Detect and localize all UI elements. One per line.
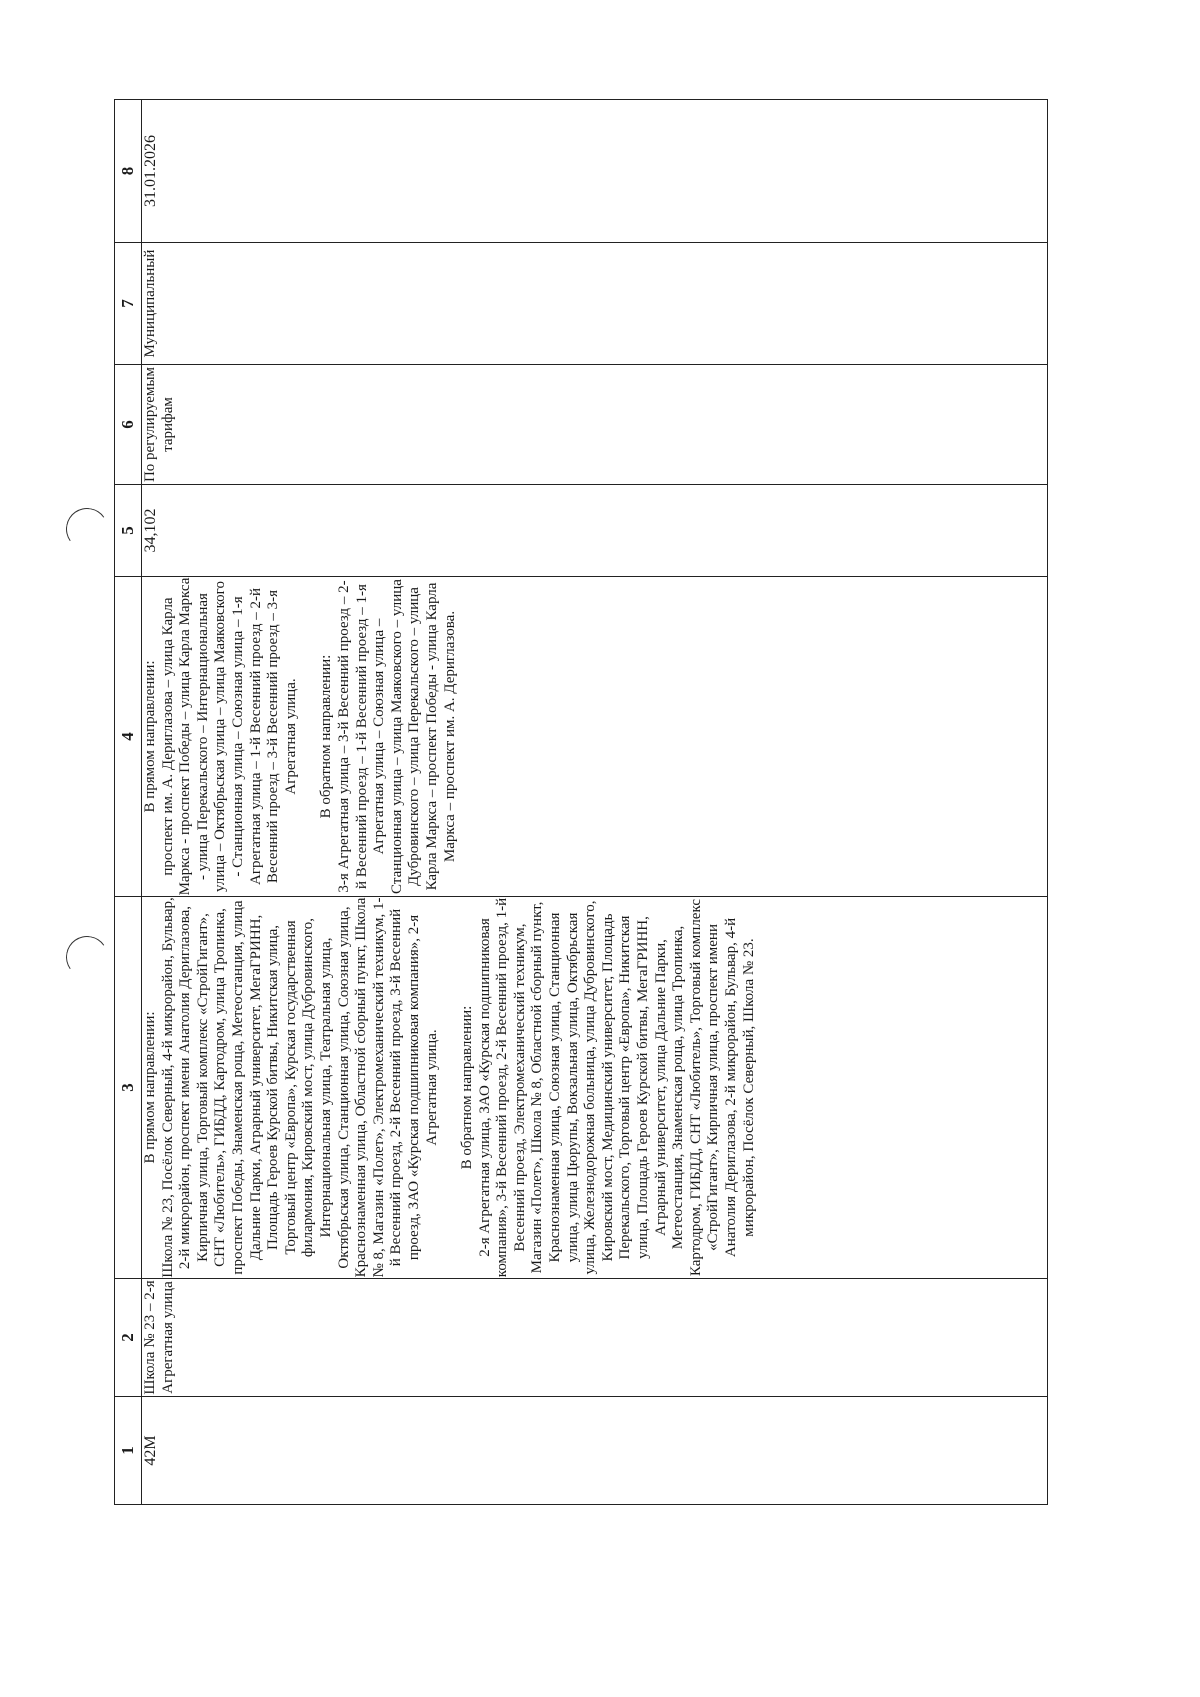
stops-forward-title: В прямом направлении: [142,1011,158,1164]
tariff-cell [142,365,1048,485]
column-header-6: 6 [115,365,142,485]
column-header-1: 1 [115,1397,142,1505]
streets-forward-text: проспект им. А. Дериглазова – улица Карла Маркса - проспект Победы – улица Карла Маркса - улица Перекальского – Интернациональная улица – Октябрьская улица – улица Маяковского - Станционная улица – Союзная улица – 1-я Агрегатная улица – 1-й Весенний проезд – 2-й Весенний проезд – 3-й Весенний проезд – 3-я Агрегатная улица. [159,577,299,896]
stops-reverse-title: В обратном направлении: [459,1005,476,1170]
route-name-cell [142,1279,1048,1397]
route-date: 31.01.2026 [142,135,159,207]
stops-cell [142,897,1048,1279]
route-name: Школа № 23 – 2-я Агрегатная улица [142,1280,176,1395]
stops-forward-text: Школа № 23, Посёлок Северный, 4-й микрорайон, Бульвар, 2-й микрорайон, проспект имени Анатолия Дериглазова, Кирпичная улица, Торговый комплекс «СтройГигант», СНТ «Любитель», ГИБДД, Картодром, улица Тропинка, проспект Победы, Знаменская роща, Метеостанция, улица Дальние Парки, Аграрный университет, МегаГРИНН, Площадь Героев Курской битвы, Никитская улица, Торговый центр «Европа», Курская государственная филармония, Кировский мост, улица Дубровинского, Интернациональная улица, Театральная улица, Октябрьская улица, Станционная улица, Союзная улица, Краснознаменная улица, Областной сборный пункт, Школа № 8, Магазин «Полет», Электромеханический техникум, 1-й Весенний проезд, 2-й Весенний проезд, 3-й Весенний проезд, ЗАО «Курская подшипниковая компания», 2-я Агрегатная улица. [159,897,440,1278]
streets-forward-title: В прямом направлении: [142,660,158,813]
column-header-3: 3 [115,897,142,1279]
route-length: 34,102 [142,508,159,553]
route-number: 42М [142,1435,159,1466]
type-cell [142,243,1048,365]
scan-hole-mark-upper [63,505,112,554]
column-header-2: 2 [115,1279,142,1397]
date-cell [142,100,1048,243]
streets-cell [142,577,1048,897]
streets-reverse-title: В обратном направлении: [318,654,335,819]
route-type: Муниципальный [142,249,158,358]
route-table [114,99,1048,1505]
stops-reverse-text: 2-я Агрегатная улица, ЗАО «Курская подшипниковая компания», 3-й Весенний проезд, 2-й Весенний проезд, 1-й Весенний проезд, Электромеханический техникум, Магазин «Полет», Школа № 8, Областной сборный пункт, Краснознаменная улица, Союзная улица, Станционная улица, улица Цюрупы, Вокзальная улица, Октябрьская улица, Железнодорожная больница, улица Дубровинского, Кировский мост, Медицинский университет, Площадь Перекальского, Торговый центр «Европа», Никитская улица, Площадь Героев Курской битвы, МегаГРИНН, Аграрный университет, улица Дальние Парки, Метеостанция, Знаменская роща, улица Тропинка, Картодром, ГИБДД, СНТ «Любитель», Торговый комплекс «СтройГигант», Кирпичная улица, проспект имени Анатолия Дериглазова, 2-й микрорайон, Бульвар, 4-й микрорайон, Посёлок Северный, Школа № 23. [476,897,757,1278]
table-row [142,100,1048,1505]
route-number-cell [142,1397,1048,1505]
scan-hole-mark-lower [63,933,112,982]
column-header-7: 7 [115,243,142,365]
header-row [115,100,142,1505]
streets-reverse-text: 3-я Агрегатная улица – 3-й Весенний проезд – 2-й Весенний проезд – 1-й Весенний проезд – 1-я Агрегатная улица – Союзная улица – Станционная улица – улица Маяковского – улица Дубровинского – улица Перекальского – улица Карла Маркса – проспект Победы - улица Карла Маркса – проспект им. А. Дериглазова. [335,579,458,894]
column-header-4: 4 [115,577,142,897]
rotated-table-frame [114,100,1048,1505]
length-cell [142,485,1048,577]
route-tariff: По регулируемым тарифам [142,366,176,483]
column-header-5: 5 [115,485,142,577]
column-header-8: 8 [115,100,142,243]
